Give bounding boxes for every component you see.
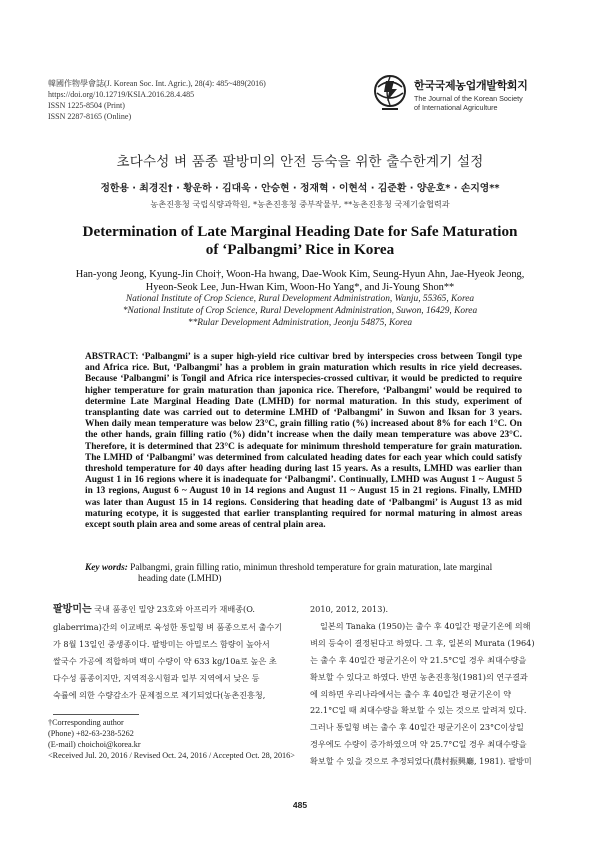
right-line-7: 22.1°C일 때 최대수량을 확보할 수 있는 것으로 알려져 있다.: [310, 705, 527, 716]
right-line-9: 경우에도 수량이 증가하였으며 약 25.7°C일 경우 최대수량을: [310, 739, 527, 750]
english-affiliations: [0, 293, 600, 329]
english-title-line2: of ‘Palbangmi’ Rice in Korea: [205, 241, 395, 258]
right-line-6: 에 의하면 우리나라에서는 출수 후 40일간 평균기온이 약: [310, 688, 512, 699]
right-line-8: 그러나 통일형 벼는 출수 후 40일간 평균기온이 23°C이상일: [310, 722, 524, 733]
left-line-5: 다수성 품종이지만, 지역적응시험과 일부 지역에서 낮은 등: [53, 672, 260, 683]
affiliation-3: **Rular Development Administration, Jeonju 54875, Korea: [187, 318, 413, 328]
right-line-3: 벼의 등숙이 결정된다고 하였다. 그 후, 일본의 Murata (1964): [310, 637, 535, 648]
korean-title: 초다수성 벼 품종 팔방미의 안전 등숙을 위한 출수한계기 설정: [116, 154, 484, 170]
body-right-column: [310, 601, 552, 770]
corresponding-author: †Corresponding author: [48, 718, 124, 727]
left-line-6: 숙률에 의한 수량감소가 문제점으로 제기되었다(농촌진흥청,: [53, 689, 266, 700]
english-authors: [0, 268, 600, 294]
email[interactable]: (E-mail) choichoi@korea.kr: [48, 740, 141, 749]
right-line-10: 확보할 수 있을 것으로 추정되었다(農村振興廳, 1981). 팔방미: [310, 756, 532, 767]
left-line-2: glaberrima)간의 이교배로 육성한 통일형 벼 품종으로서 출수기: [53, 621, 283, 632]
globe-emblem-icon: [372, 73, 408, 113]
footnote: [48, 717, 303, 761]
left-line-1: 국내 품종인 밀양 23호와 아프리카 재배종(O.: [91, 604, 255, 614]
affiliation-2: *National Institute of Crop Science, Rural Development Administration, Suwon, 16429, Korea: [122, 306, 478, 316]
phone: (Phone) +82-63-238-5262: [48, 729, 134, 738]
society-english-name-line1: The Journal of the Korean Society: [414, 94, 523, 103]
english-authors-line2: Hyeon-Seok Lee, Jun-Hwan Kim, Woon-Ho Yang*, and Ji-Young Shon**: [145, 282, 455, 293]
doi-link[interactable]: https://doi.org/10.12719/KSIA.2016.28.4.485: [48, 90, 195, 99]
issn-print: ISSN 1225-8504 (Print): [48, 101, 125, 110]
society-logo: [372, 71, 572, 119]
english-authors-line1: Han-yong Jeong, Kyung-Jin Choi†, Woon-Ha hwang, Dae-Wook Kim, Seung-Hyun Ahn, Jae-Hyeok Jeong,: [75, 269, 525, 280]
footnote-divider: [53, 714, 139, 715]
keywords-line2: heading date (LMHD): [138, 574, 222, 585]
received-dates: <Received Jul. 20, 2016 / Revised Oct. 24, 2016 / Accepted Oct. 28, 2016>: [48, 751, 295, 760]
journal-citation: 韓國作物學會誌(J. Korean Soc. Int. Agric.), 28(4): 485~489(2016): [48, 79, 266, 88]
keywords: [85, 563, 522, 585]
left-line-3: 가 8월 13일인 중생종이다. 팔방미는 아밀로스 함량이 높아서: [53, 638, 270, 649]
english-title-line1: Determination of Late Marginal Heading Date for Safe Maturation: [82, 223, 518, 240]
issn-online: ISSN 2287-8165 (Online): [48, 112, 132, 121]
journal-header: [48, 78, 368, 122]
korean-affiliation: 농촌진흥청 국립식량과학원, *농촌진흥청 중부작물부, **농촌진흥청 국제기술협력과: [150, 199, 450, 209]
affiliation-1: National Institute of Crop Science, Rural Development Administration, Wanju, 55365, Korea: [125, 294, 475, 304]
abstract: ABSTRACT: ‘Palbangmi’ is a super high-yield rice cultivar bred by interspecies cross between Tongil type and Africa rice. But, ‘Palbangmi’ has a problem in grain maturation which results in rice yield decreases. Because ‘Palbangmi’ is Tongil and Africa rice interspecies-crossed cultivar, it would be predicted to require higher temperature for grain maturation than japonica rice. Therefore, ‘Palbangmi’ would be required to determine Late Marginal Heading Date (LMHD) for normal maturation. In this study, experiment of transplanting date was carried out to determine LMHD of ‘Palbangmi’ in Suwon and Iksan for 3 years. When daily mean temperature was below 23°C, grain filling ratio (%) increased about 8% for each 1°C. On the other hands, grain filling ratio (%) didn’t increase when the daily mean temperature was above 23°C. Therefore, it is determined that 23°C is adequate for minimum threshold temperature for grain maturation. The LMHD of ‘Palbangmi’ was determined from calculated heading dates for each year which could satisfy threshold temperature for 40 days after heading during last 15 years. As a results, LMHD was earlier than August 1 in 16 regions where it is inadequate for ‘Palbangmi’. Continually, LMHD was August 1 ~ August 5 in 13 regions, August 6 ~ August 10 in 14 regions and August 11 ~ August 15 in 21 regions. Finally, LMHD was later than August 15 in 14 regions. Considering that heading date of ‘Palbangmi’ is August 13 as mid maturing ecotype, it is suggested that earlier transplanting required for normal maturing in almost areas except south plain area and some areas of central plain area.: [85, 352, 522, 531]
body-left-column: [53, 601, 295, 703]
society-english-name-line2: of International Agriculture: [414, 103, 498, 112]
right-line-2: 일본의 Tanaka (1950)는 출수 후 40일간 평균기온에 의해: [320, 620, 531, 631]
right-line-4: 는 출수 후 40일간 평균기온이 약 21.5°C일 경우 최대수량을: [310, 654, 527, 665]
left-line-4: 쌀국수 가공에 적합하며 백미 수량이 약 633 kg/10a로 높은 초: [53, 655, 277, 666]
right-line-1: 2010, 2012, 2013).: [310, 604, 389, 614]
society-korean-name: 한국국제농업개발학회지: [414, 79, 528, 92]
korean-authors: 정한용 · 최경진† · 황운하 · 김대욱 · 안승현 · 정재혁 · 이현석 · 김준환 · 양운호* · 손지영**: [100, 183, 500, 194]
right-line-5: 확보할 수 있다고 하였다. 반면 농촌진흥청(1981)의 연구결과: [310, 671, 528, 682]
keywords-line1: Palbangmi, grain filling ratio, minimun threshold temperature for grain maturation, late marginal: [130, 563, 493, 573]
page-number: 485: [292, 800, 308, 810]
keywords-label: Key words:: [85, 563, 128, 573]
english-title: [0, 223, 600, 259]
lead-word: 팔방미는: [53, 604, 92, 615]
